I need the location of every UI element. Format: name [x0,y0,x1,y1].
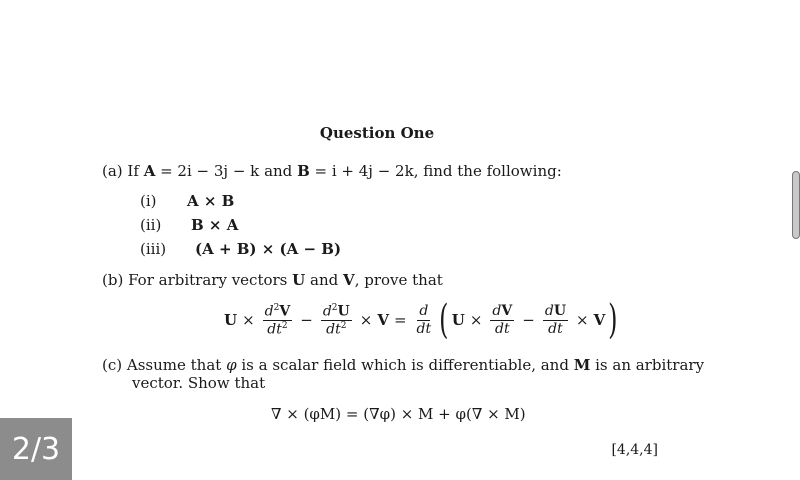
part-b-statement [102,271,443,289]
marks-allocation: [4,4,4] [611,442,658,458]
part-b-intro: (b) For arbitrary vectors [102,271,288,289]
vector-a: A [143,162,156,180]
fraction-dv-dt: $\frac{dV}{dt}$ [492,303,513,337]
fraction-du-dt: $\frac{dU}{dt}$ [544,303,567,337]
part-c-intro: (c) Assume that [102,356,222,374]
part-c-statement [102,356,704,374]
part-c-end: is an arbitrary [595,356,705,374]
fraction-d-dt: $\frac{d}{dt}$ [416,303,432,337]
item-i-label: (i) [140,192,157,210]
vector-v: V [343,271,355,289]
phi-symbol: φ [226,356,237,374]
item-i-expression: A × B [187,192,235,210]
part-a-statement [102,162,562,180]
part-b-intro-end: , prove that [354,271,443,289]
item-ii-label: (ii) [140,216,162,234]
question-title: Question One [319,124,435,142]
part-b-equation: U × $\frac{d^2V}{dt^2}$ − $\frac{d^2U}{dt^2}$ × V = $\frac{d}{dt}$ ( U × $\frac{dV}{dt}$ − $\frac{dU}{dt}$ × V ) [224,297,618,343]
part-c-line-2: vector. Show that [132,374,266,392]
vector-b-definition: = i + 4j − 2k, find the following: [309,162,562,180]
vertical-scrollbar-thumb[interactable] [792,171,800,239]
item-iii-label: (iii) [140,240,167,258]
page-indicator: 2/3 [0,418,72,480]
part-c-identity: ∇ × (φM) = (∇φ) × M + φ(∇ × M) [271,405,526,423]
fraction-d2u-dt2: $\frac{d^2U}{dt^2}$ [322,302,350,338]
fraction-d2v-dt2: $\frac{d^2V}{dt^2}$ [264,302,291,338]
vector-b: B [297,162,310,180]
and-text: and [310,271,339,289]
part-c-middle: is a scalar field which is differentiable, and [241,356,569,374]
item-iii-expression: (A + B) × (A − B) [195,240,342,258]
vector-u: U [292,271,306,289]
item-ii-expression: B × A [191,216,239,234]
vector-a-definition: = 2i − 3j − k [155,162,260,180]
and-text: and [264,162,293,180]
vector-m: M [573,356,591,374]
part-a-label: (a) If [102,162,139,180]
